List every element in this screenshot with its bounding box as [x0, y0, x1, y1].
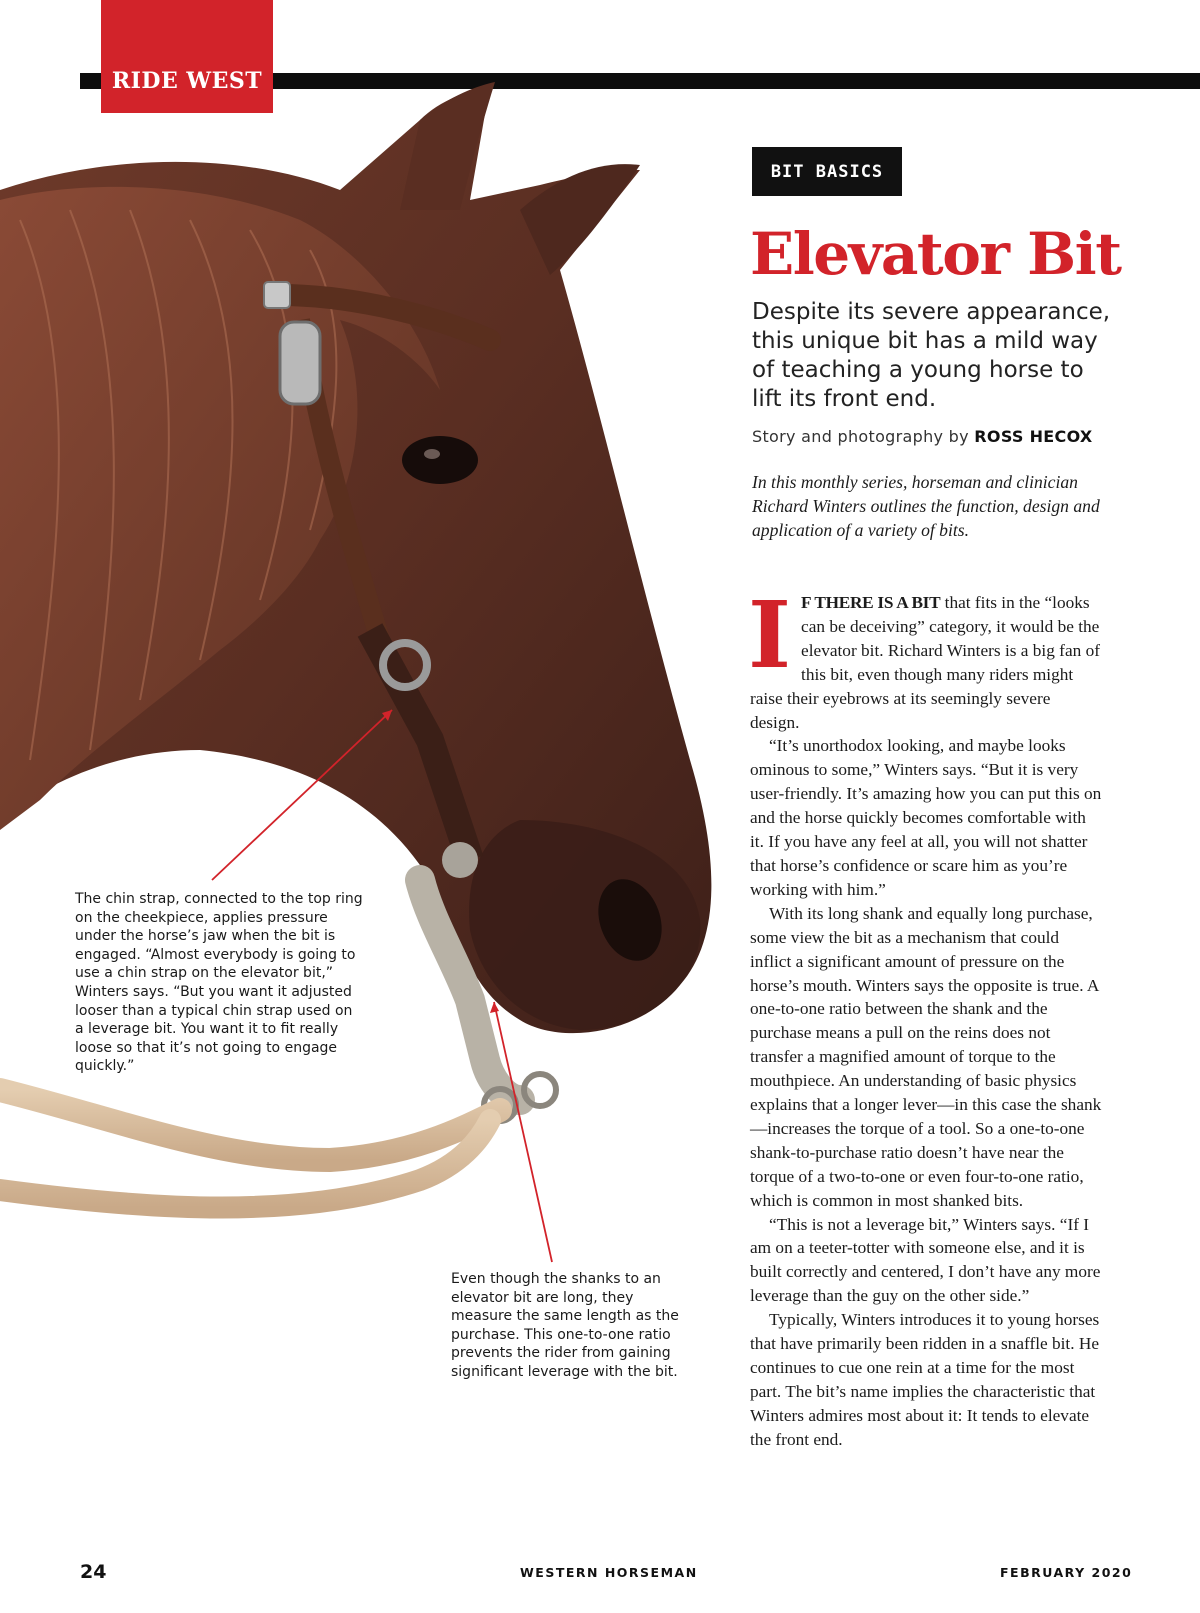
- body-paragraph: “It’s unorthodox looking, and maybe looks ominous to some,” Winters says. “But it is very user-friendly. It’s amazing how you can put this on and the horse quickly becomes comfortable with it. If you have any feel at all, you will not shatter that horse’s confidence or scare him as you’re working with him.”: [750, 736, 1102, 899]
- caption-shanks: Even though the shanks to an elevator bit are long, they measure the same length as the purchase. This one-to-one ratio prevents the rider from gaining significant leverage with the bit.: [451, 1271, 679, 1380]
- body-paragraph: [748, 581, 1102, 734]
- caption-chin-strap: The chin strap, connected to the top ring on the cheekpiece, applies pressure under the horse’s jaw when the bit is engaged. “Almost everybody is going to use a chin strap on the elevator bit,” Winters says. “But you want it adjusted looser than a typical chin strap used on a leverage bit. You want it to fit really loose so that it’s not going to engage quickly.”: [75, 891, 363, 1075]
- byline-author: ROSS HECOX: [974, 427, 1093, 446]
- series-intro: In this monthly series, horseman and clinician Richard Winters outlines the function, design and application of a variety of bits.: [752, 472, 1100, 540]
- article-title: Elevator Bit: [750, 220, 1121, 288]
- page-number: 24: [80, 1561, 107, 1583]
- byline-prefix: Story and photography by: [752, 427, 969, 446]
- lead-in: F THERE IS A BIT: [801, 593, 941, 612]
- article-body: [748, 581, 1102, 1452]
- body-paragraph: Typically, Winters introduces it to young horses that have primarily been ridden in a snaffle bit. He continues to cue one rein at a time for the most part. The bit’s name implies the characteristic that Winters admires most about it: It tends to elevate the front end.: [750, 1310, 1100, 1449]
- byline: [752, 427, 1172, 446]
- article-dek: Despite its severe appearance, this unique bit has a mild way of teaching a young horse to lift its front end.: [752, 299, 1111, 412]
- body-paragraph: With its long shank and equally long purchase, some view the bit as a mechanism that could inflict a significant amount of pressure on the horse’s mouth. Winters says the opposite is true. A one-to-one ratio between the shank and the purchase means a pull on the reins does not transfer a magnified amount of torque to the mouthpiece. An understanding of basic physics explains that a longer lever—in this case the shank—increases the torque of a tool. So a one-to-one shank-to-purchase ratio doesn’t have near the torque of a two-to-one or even four-to-one ratio, which is common in most shanked bits.: [750, 903, 1102, 1210]
- magazine-name: WESTERN HORSEMAN: [520, 1565, 698, 1580]
- horse-photo: [0, 60, 730, 1300]
- kicker-label: BIT BASICS: [752, 147, 902, 196]
- section-label: RIDE WEST: [101, 0, 273, 113]
- issue-date: FEBRUARY 2020: [1000, 1565, 1133, 1580]
- drop-cap: I: [748, 581, 792, 689]
- body-paragraph: “This is not a leverage bit,” Winters says. “If I am on a teeter-totter with someone else, and it is built correctly and centered, I don’t have any more leverage than the guy on the other side.”: [750, 1214, 1101, 1306]
- paragraph-text: that fits in the “looks can be deceiving” category, it would be the elevator bit. Richard Winters is a big fan of this bit, even though many riders might raise their eyebrows at its seemingly severe design.: [750, 593, 1100, 732]
